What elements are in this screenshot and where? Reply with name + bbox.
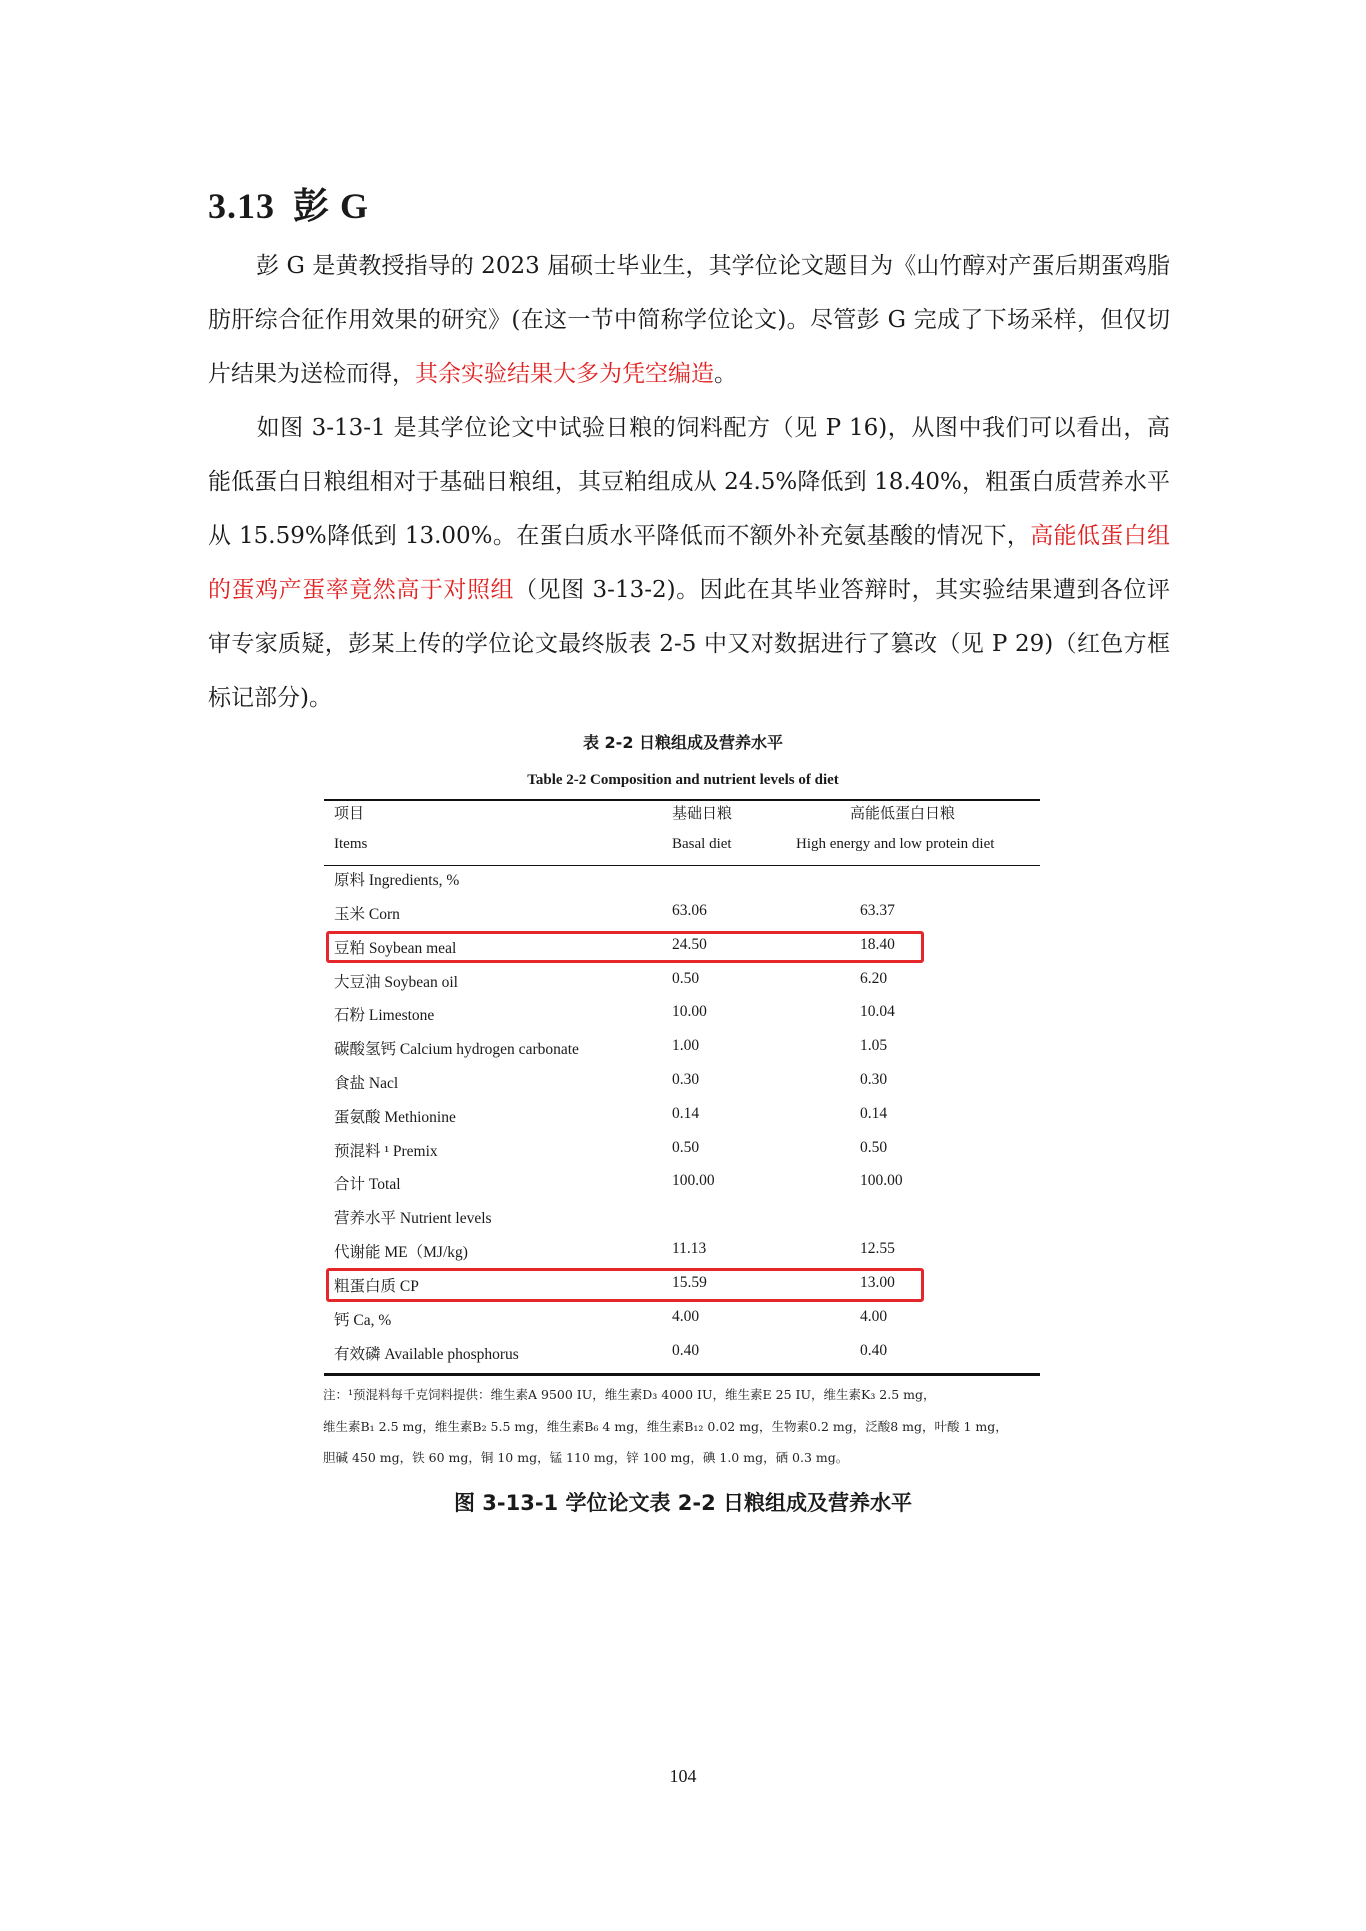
row-basal: 0.30: [672, 1071, 700, 1088]
row-label: 营养水平 Nutrient levels: [334, 1210, 492, 1227]
header-basal-cn: 基础日粮: [672, 806, 733, 822]
paragraph-2-end: （见图 3-13-2)。因此在其毕业答辩时，其实验结果遭到各位评审专家质疑，彭某上传的学位论文最终版表 2-5 中又对数据进行了篡改（见 P 29)（红色方框标记部分)。: [208, 577, 1170, 711]
row-heLp: 63.37: [860, 902, 895, 919]
row-label: 原料 Ingredients, %: [334, 872, 460, 889]
row-basal: 0.50: [672, 1139, 700, 1156]
row-basal: 0.40: [672, 1342, 700, 1359]
table-row: [0, 1342, 1366, 1372]
row-heLp: 12.55: [860, 1240, 895, 1257]
row-heLp: 0.40: [860, 1342, 888, 1359]
header-items-cn: 项目: [334, 806, 365, 822]
row-basal: 10.00: [672, 1003, 707, 1020]
page-number: 104: [669, 1766, 697, 1786]
paragraph-1-end: 。: [714, 361, 737, 387]
table-row: [0, 970, 1366, 1000]
table-header-rule: [324, 865, 1040, 866]
row-label: 大豆油 Soybean oil: [334, 974, 458, 991]
row-heLp: 0.50: [860, 1139, 888, 1156]
table-row: [0, 868, 1366, 898]
table-caption-cn: 表 2-2 日粮组成及营养水平: [582, 733, 784, 752]
table-row: [0, 902, 1366, 932]
table-note-line-3: 胆碱 450 mg，铁 60 mg，铜 10 mg，锰 110 mg，锌 100 mg，碘 1.0 mg，硒 0.3 mg。: [323, 1450, 849, 1465]
row-label: 粗蛋白质 CP: [334, 1278, 419, 1295]
row-basal: 1.00: [672, 1037, 700, 1054]
section-title: 彭 G: [293, 186, 370, 226]
row-label: 合计 Total: [334, 1176, 401, 1193]
paragraph-1: [208, 239, 1170, 401]
table-note-line-2: 维生素B₁ 2.5 mg，维生素B₂ 5.5 mg，维生素B₆ 4 mg，维生素B₁₂ 0.02 mg，生物素0.2 mg，泛酸8 mg，叶酸 1 mg，: [323, 1419, 1008, 1434]
header-heLp-cn: 高能低蛋白日粮: [850, 806, 956, 822]
table-note-line-1: 注：¹预混料每千克饲料提供：维生素A 9500 IU，维生素D₃ 4000 IU，维生素E 25 IU，维生素K₃ 2.5 mg，: [323, 1387, 936, 1402]
row-heLp: 18.40: [860, 936, 895, 953]
row-basal: 0.50: [672, 970, 700, 987]
table-bottom-rule: [324, 1373, 1040, 1376]
row-heLp: 10.04: [860, 1003, 895, 1020]
row-label: 豆粕 Soybean meal: [334, 940, 457, 957]
header-items-en: Items: [334, 836, 368, 852]
row-basal: 0.14: [672, 1105, 700, 1122]
row-heLp: 1.05: [860, 1037, 888, 1054]
table-row: [0, 1172, 1366, 1202]
row-basal: 15.59: [672, 1274, 707, 1291]
row-heLp: 0.30: [860, 1071, 888, 1088]
row-basal: 100.00: [672, 1172, 715, 1189]
table-row: [0, 1105, 1366, 1135]
row-heLp: 6.20: [860, 970, 888, 987]
row-heLp: 13.00: [860, 1274, 895, 1291]
row-basal: 63.06: [672, 902, 707, 919]
highlight-box-soybean-meal: [326, 931, 924, 963]
row-heLp: 100.00: [860, 1172, 903, 1189]
paragraph-1-highlight: 其余实验结果大多为凭空编造: [415, 361, 714, 387]
row-label: 预混料 ¹ Premix: [334, 1143, 438, 1160]
table-row: [0, 1071, 1366, 1101]
section-number: 3.13: [208, 186, 275, 226]
paragraph-2: [208, 401, 1170, 725]
row-heLp: 4.00: [860, 1308, 888, 1325]
paragraph-2-highlight: 高能低蛋白组的蛋鸡产蛋率竟然高于对照组: [208, 523, 1170, 603]
row-heLp: 0.14: [860, 1105, 888, 1122]
row-label: 石粉 Limestone: [334, 1007, 435, 1024]
table-row: [0, 1240, 1366, 1270]
row-label: 食盐 Nacl: [334, 1075, 399, 1092]
paragraph-1-text: 彭 G 是黄教授指导的 2023 届硕士毕业生，其学位论文题目为《山竹醇对产蛋后期蛋鸡脂肪肝综合征作用效果的研究》(在这一节中简称学位论文)。尽管彭 G 完成了下场采样，但仅切片结果为送检而得，: [208, 253, 1170, 387]
row-basal: 24.50: [672, 936, 707, 953]
row-basal: 11.13: [672, 1240, 707, 1257]
row-label: 钙 Ca, %: [334, 1312, 392, 1329]
paragraph-2-text: 如图 3-13-1 是其学位论文中试验日粮的饲料配方（见 P 16)，从图中我们可以看出，高能低蛋白日粮组相对于基础日粮组，其豆粕组成从 24.5%降低到 18.40%，粗蛋白质营养水平从 15.59%降低到 13.00%。在蛋白质水平降低而不额外补充氨基酸的情况下，: [208, 415, 1170, 549]
figure-caption: 图 3-13-1 学位论文表 2-2 日粮组成及营养水平: [453, 1491, 913, 1515]
table-row: [0, 1139, 1366, 1169]
table-top-rule: [324, 799, 1040, 801]
section-heading: [208, 178, 369, 229]
header-heLp-en: High energy and low protein diet: [796, 836, 995, 852]
highlight-box-crude-protein: [326, 1268, 924, 1302]
table-row: [0, 1037, 1366, 1067]
row-label: 代谢能 ME（MJ/kg): [334, 1244, 468, 1261]
row-basal: 4.00: [672, 1308, 700, 1325]
table-row: [0, 1206, 1366, 1236]
table-row: [0, 1003, 1366, 1033]
row-label: 玉米 Corn: [334, 906, 400, 923]
header-basal-en: Basal diet: [672, 836, 732, 852]
row-label: 蛋氨酸 Methionine: [334, 1109, 456, 1126]
table-caption-en: Table 2-2 Composition and nutrient levels of diet: [527, 772, 839, 788]
table-row: [0, 1308, 1366, 1338]
row-label: 碳酸氢钙 Calcium hydrogen carbonate: [334, 1041, 579, 1058]
row-label: 有效磷 Available phosphorus: [334, 1346, 519, 1363]
